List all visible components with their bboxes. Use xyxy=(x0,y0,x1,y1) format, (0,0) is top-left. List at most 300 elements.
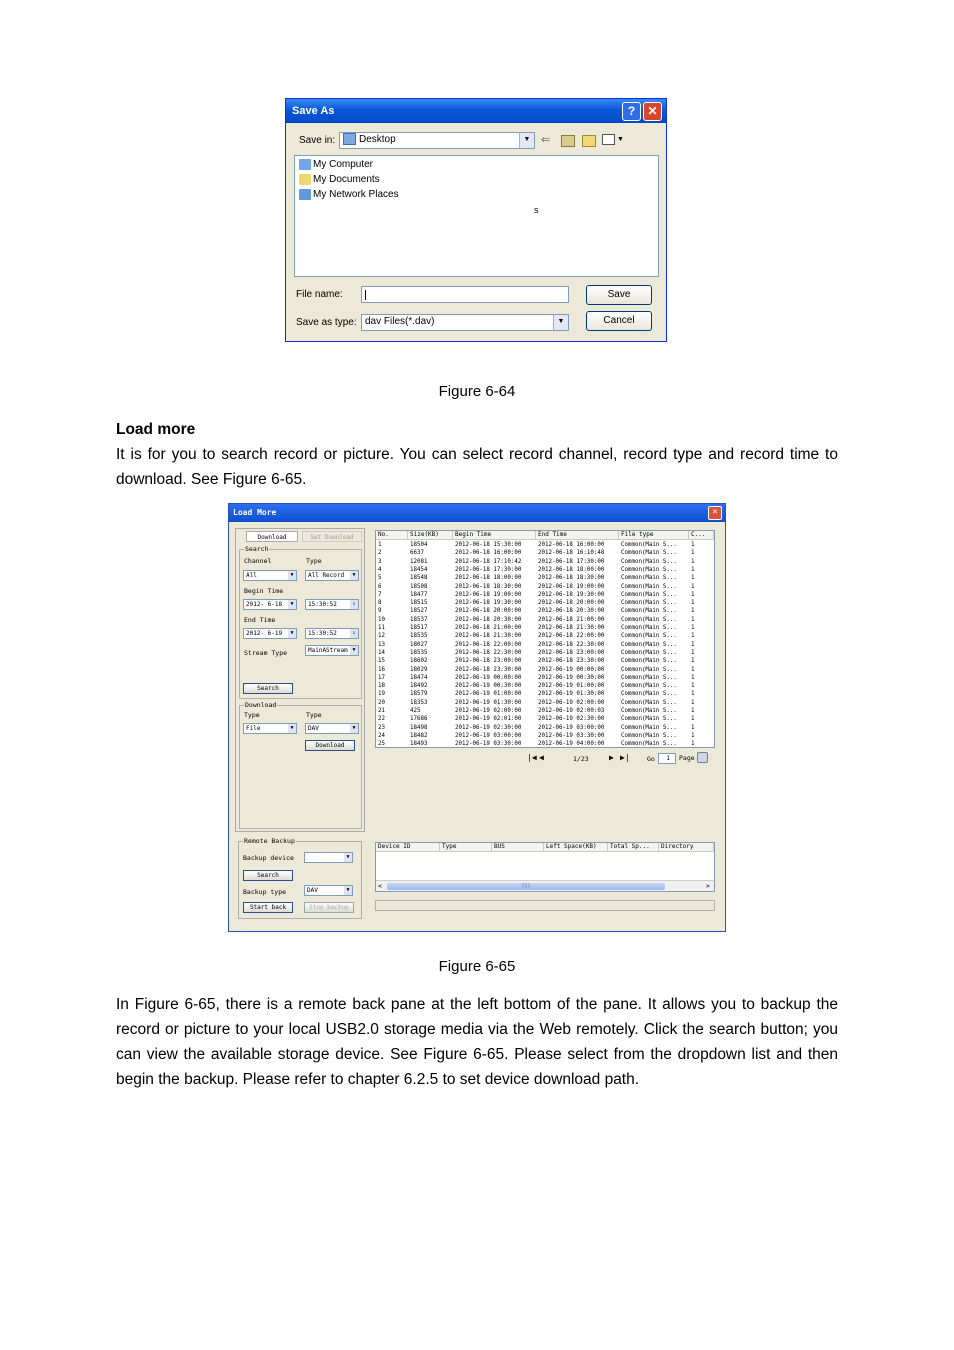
table-cell: Common(Main S... xyxy=(621,732,677,739)
table-cell: 18474 xyxy=(410,674,428,681)
status-bar xyxy=(375,900,715,911)
table-cell: 19 xyxy=(378,691,385,698)
file-list[interactable] xyxy=(294,155,659,277)
download-button[interactable]: Download xyxy=(305,740,355,751)
table-cell: 18454 xyxy=(410,566,428,573)
column-header[interactable]: File type xyxy=(619,531,689,540)
table-cell: 2012-06-18 19:00:00 xyxy=(538,583,605,590)
table-cell: 1 xyxy=(378,542,382,548)
table-cell: 2012-06-18 19:30:00 xyxy=(538,591,605,598)
table-cell: Common(Main S... xyxy=(621,708,677,714)
table-cell: 2012-06-18 23:00:00 xyxy=(538,649,605,656)
table-cell: Common(Main S... xyxy=(621,649,677,656)
table-cell: 2012-06-18 17:30:00 xyxy=(538,558,605,565)
back-arrow-icon[interactable]: ⇐ xyxy=(541,134,551,146)
first-page-icon[interactable]: |◀ xyxy=(527,753,537,762)
view-menu-chevron-icon[interactable]: ▼ xyxy=(617,136,624,143)
table-cell: Common(Main S... xyxy=(621,633,677,640)
search-group xyxy=(239,545,362,699)
table-cell: Common(Main S... xyxy=(621,558,677,565)
table-cell: 1 xyxy=(691,600,695,607)
remote-backup-label: Remote Backup xyxy=(244,837,295,845)
column-header[interactable]: C... xyxy=(689,531,714,540)
table-cell: Common(Main S... xyxy=(621,674,677,681)
table-cell: 12 xyxy=(378,633,385,640)
table-cell: 1 xyxy=(691,699,695,706)
table-row[interactable] xyxy=(376,607,714,615)
table-cell: 18515 xyxy=(410,600,428,607)
begin-time-spinner[interactable] xyxy=(305,599,359,610)
end-time-spinner[interactable] xyxy=(305,628,359,639)
tab-set-download[interactable]: Set Download xyxy=(302,531,362,542)
save-as-type-value: dav Files(*.dav) xyxy=(365,316,435,327)
table-cell: 2012-06-19 00:30:00 xyxy=(455,683,522,690)
table-cell: 15 xyxy=(378,658,385,665)
table-cell: 2012-06-18 18:30:00 xyxy=(455,583,522,590)
download-panel xyxy=(235,528,365,832)
table-cell: 1 xyxy=(691,558,695,565)
table-cell: Common(Main S... xyxy=(621,658,677,665)
file-name-input[interactable] xyxy=(361,286,569,303)
table-cell: 18492 xyxy=(410,683,428,690)
table-cell: 2012-06-18 20:00:00 xyxy=(538,600,605,607)
table-cell: 2012-06-18 20:30:00 xyxy=(538,608,605,615)
table-cell: 425 xyxy=(410,708,421,714)
table-cell: 2012-06-18 21:00:00 xyxy=(455,625,522,631)
table-cell: 1 xyxy=(691,683,695,690)
table-cell: 2 xyxy=(378,550,382,557)
table-cell: 2012-06-18 18:00:00 xyxy=(538,566,605,573)
table-cell: 25 xyxy=(378,741,385,748)
table-cell: 1 xyxy=(691,583,695,590)
table-cell: 2012-06-18 17:10:42 xyxy=(455,558,522,565)
paragraph-remote-backup: In Figure 6-65, there is a remote back pane at the left bottom of the pane. It allows you to backup the record or picture to your local USB2.0 storage media via the Web remotely. Click the search button; you can view the available storage device. See Figure 6-65. Please select from the dropdown list and then begin the backup. Please refer to chapter 6.2.5 to set device download path. xyxy=(116,996,838,1088)
table-cell: 2012-06-19 00:00:00 xyxy=(538,666,605,673)
table-cell: 18537 xyxy=(410,616,428,623)
table-cell: 1 xyxy=(691,666,695,673)
table-cell: 18493 xyxy=(410,741,428,748)
chevron-down-icon[interactable]: ▼ xyxy=(350,571,358,580)
stream-type-select[interactable] xyxy=(305,645,359,656)
table-row[interactable] xyxy=(376,682,714,690)
begin-time-label: Begin Time xyxy=(244,587,284,595)
start-backup-button[interactable]: Start back xyxy=(243,902,293,913)
table-cell: 1 xyxy=(691,716,695,723)
channel-select[interactable] xyxy=(243,570,297,581)
chevron-down-icon[interactable]: ▼ xyxy=(344,886,352,895)
table-cell: 2012-06-18 23:30:00 xyxy=(455,666,522,673)
chevron-down-icon[interactable]: ▼ xyxy=(288,571,296,580)
table-cell: 1 xyxy=(691,575,695,582)
table-row[interactable] xyxy=(376,715,714,723)
scroll-thumb[interactable] xyxy=(387,883,665,890)
list-item-label: My Computer xyxy=(313,159,374,170)
page-indicator: 1/23 xyxy=(573,755,589,763)
record-table[interactable] xyxy=(375,530,715,748)
table-row[interactable] xyxy=(376,649,714,657)
table-cell: 2012-06-18 16:00:00 xyxy=(455,550,522,557)
table-cell: 5 xyxy=(378,575,382,582)
table-cell: 2012-06-18 21:30:00 xyxy=(538,625,605,631)
scroll-grip-icon: ||| xyxy=(521,883,531,889)
table-row[interactable] xyxy=(376,632,714,640)
device-column-header[interactable]: Directory xyxy=(659,843,714,852)
table-cell: 2012-06-18 21:30:00 xyxy=(455,633,522,640)
table-cell: Common(Main S... xyxy=(621,542,677,548)
table-cell: 18 xyxy=(378,683,385,690)
list-item-my-documents[interactable] xyxy=(299,173,380,187)
table-cell: 22 xyxy=(378,716,385,723)
device-column-header[interactable]: Total Sp... xyxy=(608,843,659,852)
table-cell: 2012-06-18 19:30:00 xyxy=(455,600,522,607)
table-cell: 18482 xyxy=(410,732,428,739)
table-cell: 2012-06-18 21:00:00 xyxy=(538,616,605,623)
chevron-down-icon[interactable]: ▼ xyxy=(344,853,352,862)
load-more-window xyxy=(228,503,726,932)
chevron-down-icon[interactable]: ▼ xyxy=(288,600,296,609)
table-cell: 1 xyxy=(691,732,695,739)
save-as-dialog xyxy=(285,98,667,342)
page-label: Page xyxy=(679,754,695,762)
channel-value: All xyxy=(246,572,257,579)
table-cell: 1 xyxy=(691,649,695,656)
table-cell: 18508 xyxy=(410,583,428,590)
spinner-icon[interactable]: ⇕ xyxy=(350,629,358,638)
end-time-label: End Time xyxy=(244,616,276,624)
table-cell: 1 xyxy=(691,641,695,648)
chevron-down-icon[interactable]: ▼ xyxy=(288,724,296,733)
download-type-value: File xyxy=(246,725,261,732)
spinner-icon[interactable]: ⇕ xyxy=(350,600,358,609)
network-icon xyxy=(299,189,311,200)
remote-backup-group xyxy=(238,837,362,919)
go-page-icon[interactable] xyxy=(697,752,708,763)
last-page-icon[interactable]: ▶| xyxy=(620,753,630,762)
table-cell: 1 xyxy=(691,708,695,714)
table-cell: 2012-06-18 22:00:00 xyxy=(455,641,522,648)
column-header[interactable]: End Time xyxy=(536,531,619,540)
table-cell: 1 xyxy=(691,608,695,615)
table-cell: 2012-06-18 22:00:00 xyxy=(538,633,605,640)
device-column-header[interactable]: Left Space(KB) xyxy=(544,843,608,852)
load-more-title: Load More xyxy=(229,504,725,522)
table-cell: 8 xyxy=(378,600,382,607)
table-cell: 2012-06-18 16:10:48 xyxy=(538,550,605,557)
table-cell: 18527 xyxy=(410,608,428,615)
save-button[interactable]: Save xyxy=(586,285,652,305)
figure-caption-64: Figure 6-64 xyxy=(438,383,516,400)
end-date-value: 2012- 6-19 xyxy=(246,630,283,637)
table-cell: Common(Main S... xyxy=(621,666,677,673)
table-cell: 2012-06-19 02:30:00 xyxy=(538,716,605,723)
scroll-right-icon[interactable]: > xyxy=(706,882,710,890)
desktop-icon xyxy=(343,133,356,145)
type-label: Type xyxy=(306,557,322,565)
table-cell: Common(Main S... xyxy=(621,724,677,731)
stop-backup-button: Stop backup xyxy=(304,902,354,913)
chevron-down-icon[interactable]: ▼ xyxy=(288,629,296,638)
table-cell: 2012-06-18 20:00:00 xyxy=(455,608,522,615)
table-cell: 13 xyxy=(378,641,385,648)
table-cell: 6637 xyxy=(410,550,424,557)
scroll-left-icon[interactable]: < xyxy=(378,882,382,890)
list-item-my-network-places[interactable] xyxy=(299,188,399,202)
device-table[interactable] xyxy=(375,842,715,892)
table-cell: 10 xyxy=(378,616,385,623)
table-cell: Common(Main S... xyxy=(621,716,677,723)
channel-label: Channel xyxy=(244,557,272,565)
table-cell: 2012-06-19 04:00:00 xyxy=(538,741,605,748)
table-cell: 2012-06-19 01:00:00 xyxy=(455,691,522,698)
table-cell: 18498 xyxy=(410,724,428,731)
tab-download[interactable]: Download xyxy=(246,531,298,542)
table-cell: 2012-06-18 22:30:00 xyxy=(455,649,522,656)
column-header[interactable]: Size(KB) xyxy=(408,531,453,540)
table-cell: 2012-06-18 18:30:00 xyxy=(538,575,605,582)
device-column-header[interactable]: Device ID xyxy=(376,843,440,852)
computer-icon xyxy=(299,159,311,170)
table-cell: 2012-06-19 02:00:03 xyxy=(538,708,605,714)
table-cell: 12081 xyxy=(410,558,428,565)
table-cell: 1 xyxy=(691,691,695,698)
table-cell: 2012-06-19 02:30:00 xyxy=(455,724,522,731)
close-icon[interactable]: ✕ xyxy=(643,102,662,121)
begin-time-value: 15:30:52 xyxy=(308,601,337,608)
table-cell: 18477 xyxy=(410,591,428,598)
backup-type-value: DAV xyxy=(307,887,318,894)
stream-type-label: Stream Type xyxy=(244,649,288,657)
table-row[interactable] xyxy=(376,732,714,740)
table-cell: 18517 xyxy=(410,625,428,631)
table-row[interactable] xyxy=(376,616,714,624)
list-item-my-computer[interactable] xyxy=(299,158,373,172)
file-name-label: File name: xyxy=(296,289,343,300)
table-row[interactable] xyxy=(376,666,714,674)
view-menu-icon[interactable] xyxy=(602,134,615,145)
chevron-down-icon[interactable]: ▼ xyxy=(350,724,358,733)
table-row[interactable] xyxy=(376,641,714,649)
begin-date-value: 2012- 6-18 xyxy=(246,601,283,608)
device-column-header[interactable]: Type xyxy=(440,843,492,852)
table-cell: 1 xyxy=(691,591,695,598)
table-cell: 24 xyxy=(378,732,385,739)
table-row[interactable] xyxy=(376,549,714,557)
save-as-type-label: Save as type: xyxy=(296,317,357,328)
download-group-label: Download xyxy=(245,701,277,709)
backup-type-select[interactable] xyxy=(304,885,353,896)
table-cell: 3 xyxy=(378,558,382,565)
table-cell: 18535 xyxy=(410,633,428,640)
table-cell: 2012-06-19 03:30:00 xyxy=(538,732,605,739)
table-row[interactable] xyxy=(376,591,714,599)
prev-page-icon[interactable]: ◀ xyxy=(539,753,544,762)
table-cell: Common(Main S... xyxy=(621,566,677,573)
figure-caption-65: Figure 6-65 xyxy=(438,958,516,975)
table-row[interactable] xyxy=(376,574,714,582)
table-cell: 6 xyxy=(378,583,382,590)
download-type-label: Type xyxy=(244,711,260,719)
begin-date-picker[interactable] xyxy=(243,599,297,610)
remote-search-button[interactable]: Search xyxy=(243,870,293,881)
table-cell: Common(Main S... xyxy=(621,583,677,590)
chevron-down-icon[interactable]: ▼ xyxy=(519,133,534,148)
stray-character: s xyxy=(534,205,539,215)
table-cell: 14 xyxy=(378,649,385,656)
table-row[interactable] xyxy=(376,699,714,707)
backup-device-label: Backup device xyxy=(243,854,294,862)
table-cell: Common(Main S... xyxy=(621,575,677,582)
table-cell: 17686 xyxy=(410,716,428,723)
go-label: Go xyxy=(647,755,655,763)
table-cell: 2012-06-19 02:00:00 xyxy=(538,699,605,706)
table-cell: 2012-06-19 03:00:00 xyxy=(455,732,522,739)
table-cell: 2012-06-19 01:00:00 xyxy=(538,683,605,690)
save-in-dropdown[interactable] xyxy=(339,132,535,149)
table-cell: 2012-06-18 16:00:00 xyxy=(538,542,605,548)
text-cursor xyxy=(365,290,366,300)
table-cell: 23 xyxy=(378,724,385,731)
table-cell: Common(Main S... xyxy=(621,741,677,748)
table-cell: 18029 xyxy=(410,666,428,673)
page-input[interactable]: 1 xyxy=(658,753,676,764)
column-header[interactable]: Begin Time xyxy=(453,531,536,540)
table-cell: Common(Main S... xyxy=(621,691,677,698)
table-row[interactable] xyxy=(376,674,714,682)
list-item-label: My Network Places xyxy=(313,189,399,200)
table-cell: 2012-06-18 17:30:00 xyxy=(455,566,522,573)
chevron-down-icon[interactable]: ▼ xyxy=(553,315,568,330)
table-cell: 1 xyxy=(691,566,695,573)
search-button[interactable]: Search xyxy=(243,683,293,694)
table-cell: 1 xyxy=(691,616,695,623)
table-cell: 2012-06-19 01:30:00 xyxy=(538,691,605,698)
table-cell: 7 xyxy=(378,591,382,598)
cancel-button[interactable]: Cancel xyxy=(586,311,652,331)
table-cell: 18602 xyxy=(410,658,428,665)
section-heading: Load more xyxy=(116,421,196,438)
save-as-type-dropdown[interactable] xyxy=(361,314,569,331)
table-cell: Common(Main S... xyxy=(621,641,677,648)
type-select[interactable] xyxy=(305,570,359,581)
column-header[interactable]: No. xyxy=(376,531,408,540)
list-item-label: My Documents xyxy=(313,174,380,185)
download-group xyxy=(239,701,362,829)
table-cell: 2012-06-18 23:30:00 xyxy=(538,658,605,665)
table-cell: 18353 xyxy=(410,699,428,706)
download-type2-label: Type xyxy=(306,711,322,719)
table-cell: 16 xyxy=(378,666,385,673)
save-in-value: Desktop xyxy=(359,134,396,145)
table-row[interactable] xyxy=(376,583,714,591)
save-in-label: Save in: xyxy=(299,135,336,146)
download-format-select[interactable] xyxy=(305,723,359,734)
table-row[interactable] xyxy=(376,599,714,607)
table-row[interactable] xyxy=(376,657,714,665)
table-cell: 1 xyxy=(691,724,695,731)
table-cell: 18504 xyxy=(410,542,428,548)
close-icon[interactable]: ✕ xyxy=(708,506,722,520)
chevron-down-icon[interactable]: ▼ xyxy=(350,646,358,655)
table-cell: Common(Main S... xyxy=(621,608,677,615)
table-cell: Common(Main S... xyxy=(621,616,677,623)
table-cell: 1 xyxy=(691,674,695,681)
table-cell: 18579 xyxy=(410,691,428,698)
stream-type-value: MainAStream xyxy=(308,647,348,654)
backup-type-label: Backup type xyxy=(243,888,287,896)
search-group-label: Search xyxy=(245,545,269,553)
table-cell: Common(Main S... xyxy=(621,550,677,557)
table-cell: 1 xyxy=(691,542,695,548)
paragraph-intro: It is for you to search record or picture. You can select record channel, record type and record time to download. See Figure 6-65. xyxy=(116,446,838,488)
download-format-value: DAV xyxy=(308,725,319,732)
help-icon[interactable]: ? xyxy=(622,102,641,121)
table-cell: 2012-06-19 02:01:00 xyxy=(455,716,522,723)
table-cell: 2012-06-18 18:00:00 xyxy=(455,575,522,582)
table-cell: Common(Main S... xyxy=(621,600,677,607)
table-row[interactable] xyxy=(376,690,714,698)
table-cell: 2012-06-19 01:30:00 xyxy=(455,699,522,706)
table-row[interactable] xyxy=(376,624,714,632)
table-cell: 2012-06-19 00:30:00 xyxy=(538,674,605,681)
table-cell: 2012-06-18 15:30:00 xyxy=(455,542,522,548)
table-cell: 2012-06-19 03:00:00 xyxy=(538,724,605,731)
table-cell: 11 xyxy=(378,625,385,631)
new-folder-icon[interactable] xyxy=(582,135,596,147)
table-cell: 2012-06-18 19:00:00 xyxy=(455,591,522,598)
table-cell: 20 xyxy=(378,699,385,706)
table-cell: 2012-06-18 23:00:00 xyxy=(455,658,522,665)
table-cell: 9 xyxy=(378,608,382,615)
table-cell: 1 xyxy=(691,633,695,640)
table-cell: 2012-06-19 02:00:00 xyxy=(455,708,522,714)
table-row[interactable] xyxy=(376,707,714,715)
table-cell: 18548 xyxy=(410,575,428,582)
save-as-title: Save As xyxy=(286,99,666,123)
table-cell: Common(Main S... xyxy=(621,699,677,706)
next-page-icon[interactable]: ▶ xyxy=(609,753,614,762)
table-cell: 1 xyxy=(691,658,695,665)
table-cell: 2012-06-18 20:30:00 xyxy=(455,616,522,623)
device-column-header[interactable]: BUS xyxy=(492,843,544,852)
table-cell: Common(Main S... xyxy=(621,591,677,598)
table-cell: 18535 xyxy=(410,649,428,656)
table-cell: 1 xyxy=(691,625,695,631)
table-row[interactable] xyxy=(376,566,714,574)
table-row[interactable] xyxy=(376,740,714,748)
end-date-picker[interactable] xyxy=(243,628,297,639)
horizontal-scrollbar[interactable] xyxy=(376,880,714,892)
table-cell: 21 xyxy=(378,708,385,714)
table-cell: 17 xyxy=(378,674,385,681)
table-cell: 2012-06-18 22:30:00 xyxy=(538,641,605,648)
table-cell: 1 xyxy=(691,741,695,748)
documents-folder-icon xyxy=(299,174,311,185)
backup-device-select[interactable] xyxy=(304,852,353,863)
type-value: All Record xyxy=(308,572,345,579)
table-cell: 4 xyxy=(378,566,382,573)
table-row[interactable] xyxy=(376,541,714,549)
up-folder-icon[interactable] xyxy=(561,135,575,147)
table-cell: 1 xyxy=(691,550,695,557)
table-row[interactable] xyxy=(376,558,714,566)
table-row[interactable] xyxy=(376,724,714,732)
download-type-select[interactable] xyxy=(243,723,297,734)
end-time-value: 15:30:52 xyxy=(308,630,337,637)
table-cell: Common(Main S... xyxy=(621,625,677,631)
table-cell: 2012-06-19 00:00:00 xyxy=(455,674,522,681)
table-cell: 18027 xyxy=(410,641,428,648)
table-cell: 2012-06-19 03:30:00 xyxy=(455,741,522,748)
